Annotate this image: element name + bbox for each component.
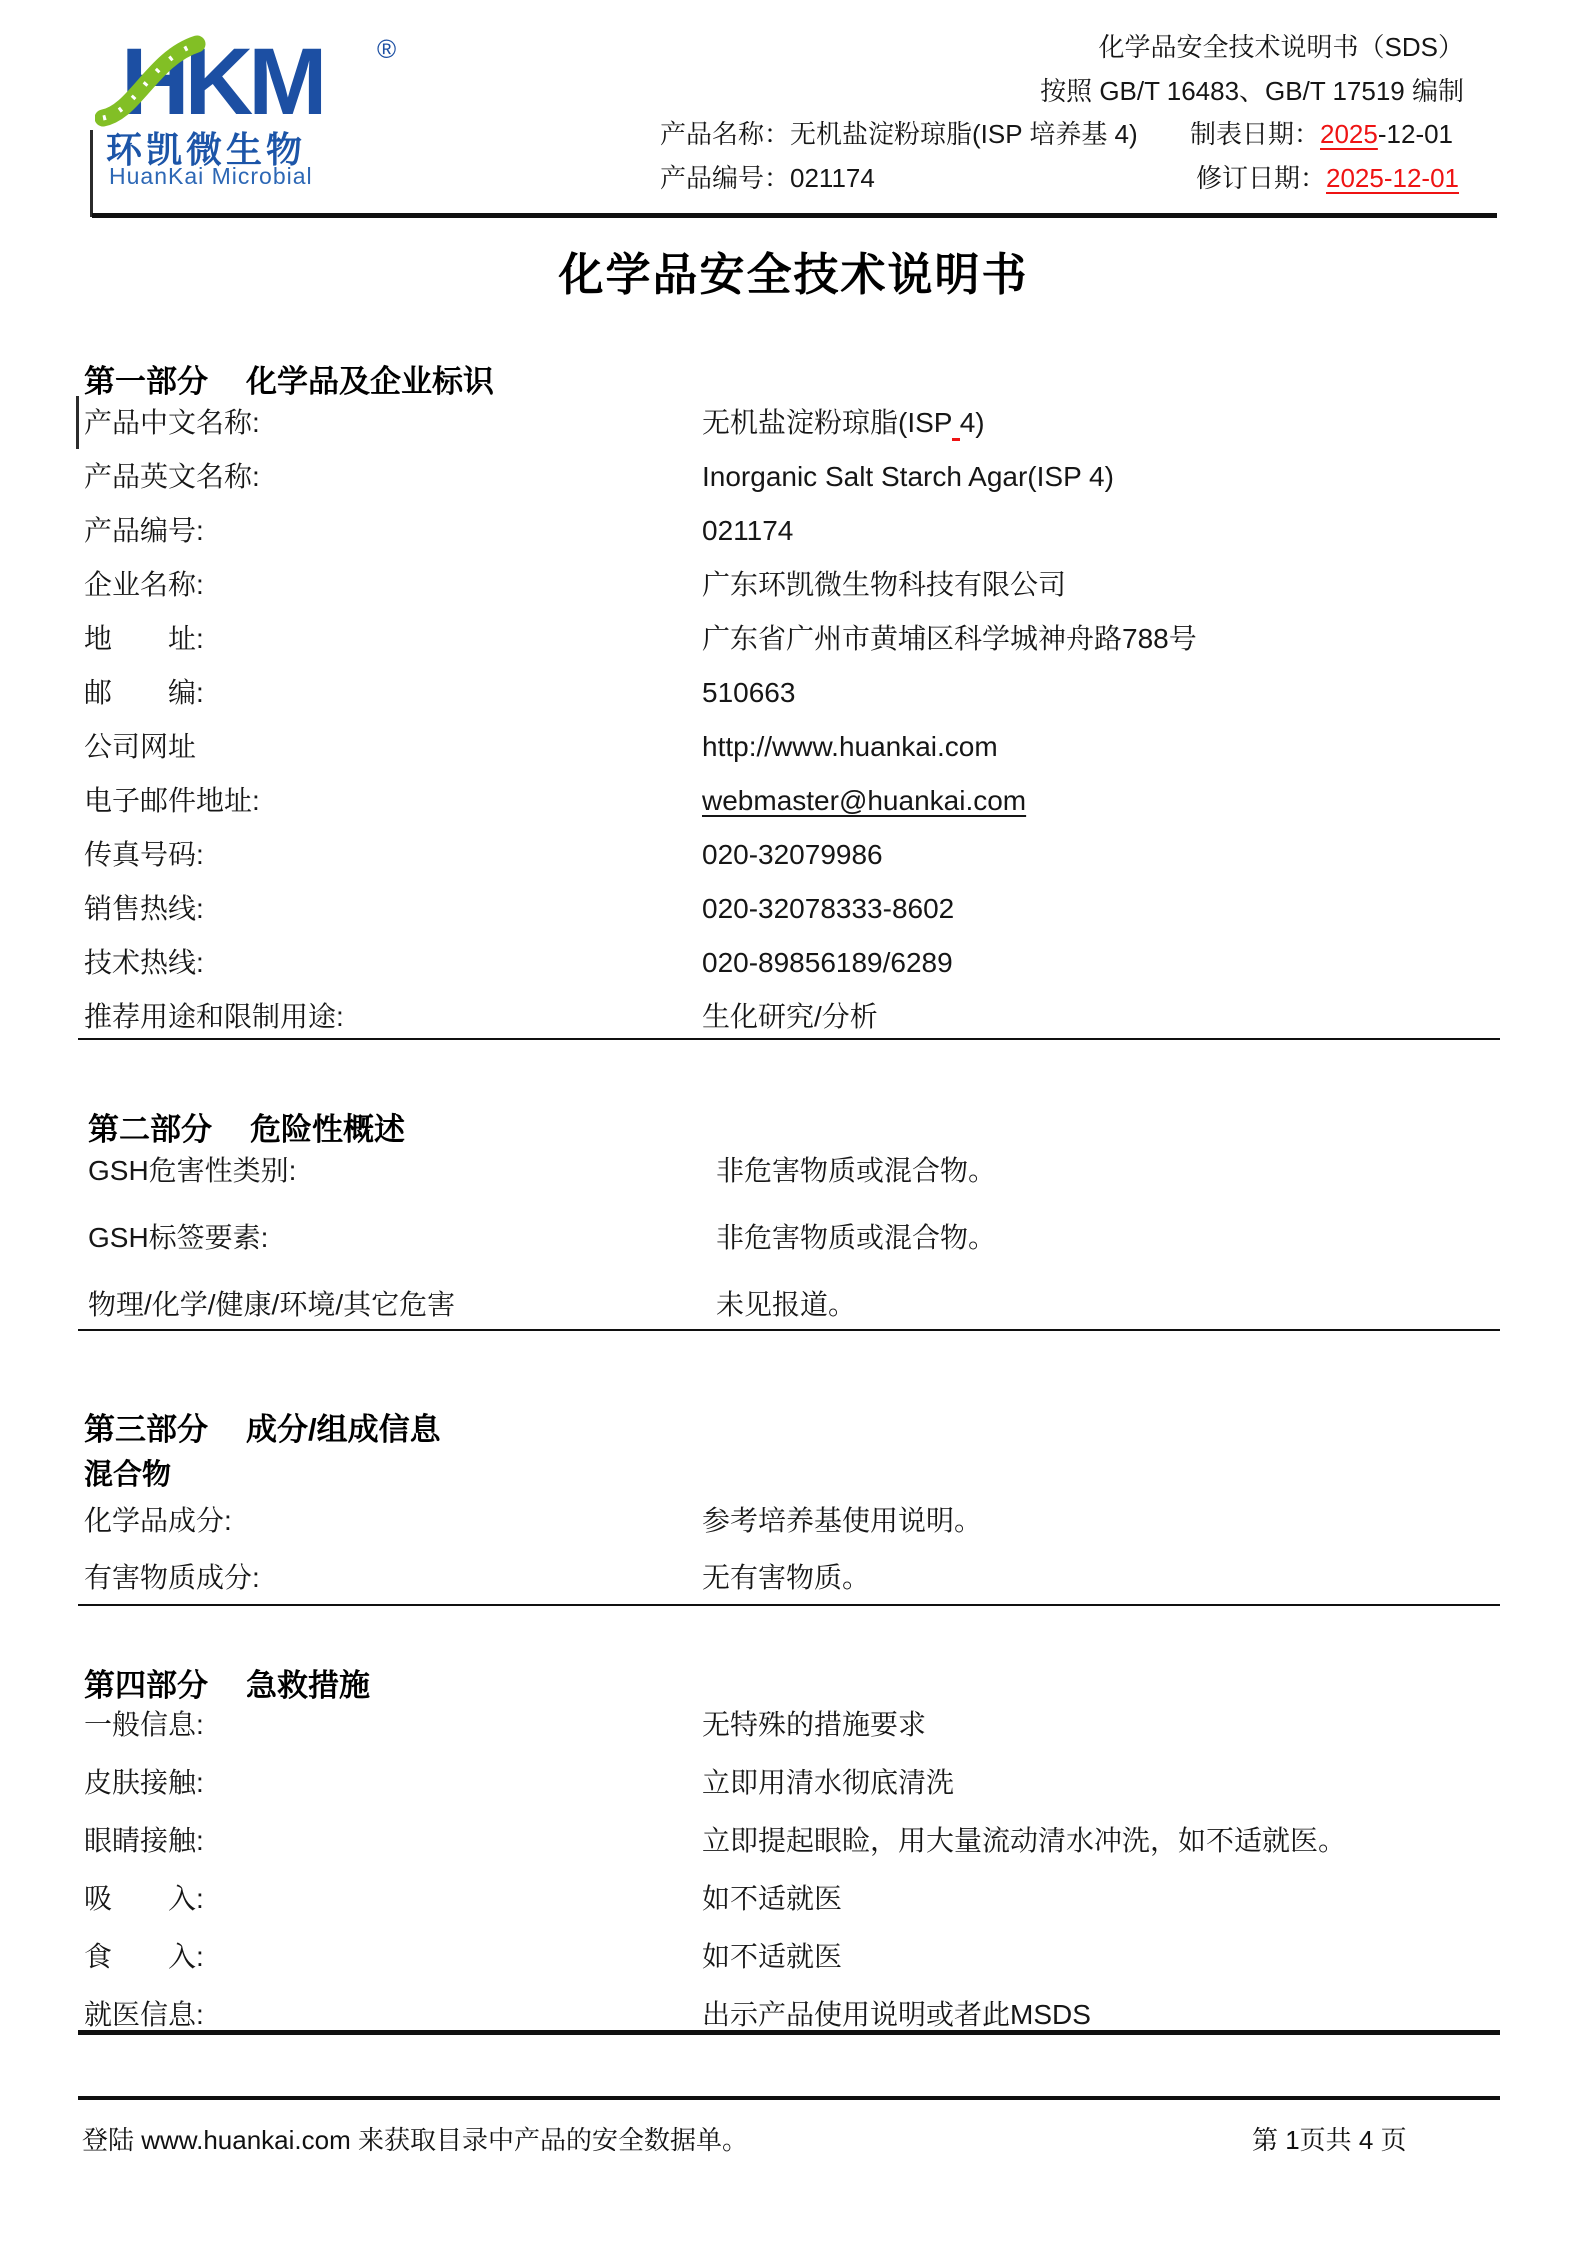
field-value: 020-32079986 [702, 839, 883, 870]
table-row [84, 1708, 1500, 1766]
section2-number: 第二部分 [88, 1112, 212, 1147]
table-row [84, 1766, 1500, 1824]
table-row [84, 730, 1500, 784]
field-value: 生化研究/分析 [702, 1001, 878, 1032]
field-value [702, 406, 985, 440]
create-date-label: 制表日期： [1190, 119, 1321, 149]
section4-rows [84, 1708, 1500, 2056]
section3-rows [84, 1504, 1500, 1618]
section2-name: 危险性概述 [250, 1112, 405, 1147]
logo-english-name: HuanKai Microbial [109, 163, 313, 189]
section4-heading [84, 1660, 370, 1705]
section1-rows [84, 406, 1500, 1054]
footer-note: 登陆 www.huankai.com 来获取目录中产品的安全数据单。 [82, 2125, 748, 2155]
table-row [84, 784, 1500, 838]
field-label: 技术热线: [84, 947, 204, 978]
hkm-logo-graphic [95, 28, 415, 128]
revision-change-bar [76, 396, 79, 449]
table-row [88, 1154, 1504, 1221]
section1-number: 第一部分 [84, 364, 208, 399]
table-row [84, 406, 1500, 460]
field-label: 食 入: [84, 1941, 204, 1972]
field-value: 出示产品使用说明或者此MSDS [702, 1999, 1091, 2030]
page-title: 化学品安全技术说明书 [558, 249, 1029, 300]
field-label: 产品中文名称: [84, 407, 260, 438]
field-label: 产品英文名称: [84, 461, 260, 492]
email-link[interactable]: webmaster@huankai.com [702, 785, 1027, 816]
field-label: 物理/化学/健康/环境/其它危害 [88, 1289, 456, 1320]
field-value: 广东省广州市黄埔区科学城神舟路788号 [702, 623, 1197, 654]
table-row [84, 622, 1500, 676]
product-name-line [660, 117, 1138, 151]
field-label: 传真号码: [84, 839, 204, 870]
field-value: 510663 [702, 677, 796, 708]
field-value: Inorganic Salt Starch Agar(ISP 4) [702, 461, 1114, 492]
revise-date-value: 2025-12-01 [1326, 163, 1460, 193]
section2-rows [88, 1154, 1504, 1355]
doc-type-line: 化学品安全技术说明书（SDS） [1098, 32, 1464, 62]
table-row [88, 1221, 1504, 1288]
field-value: 020-32078333-8602 [702, 893, 955, 924]
field-label: 一般信息: [84, 1709, 204, 1740]
table-row [84, 460, 1500, 514]
field-value: 立即用清水彻底清洗 [702, 1767, 955, 1798]
section1-name: 化学品及企业标识 [246, 364, 494, 399]
company-logo [95, 28, 415, 128]
field-value: 立即提起眼睑，用大量流动清水冲洗，如不适就医。 [702, 1825, 1347, 1856]
revision-mark [952, 407, 960, 441]
field-value: 未见报道。 [716, 1289, 857, 1320]
table-row [84, 838, 1500, 892]
create-date-rest: -12-01 [1377, 119, 1454, 149]
product-code-value: 021174 [790, 163, 875, 193]
field-value: 广东环凯微生物科技有限公司 [702, 569, 1067, 600]
section-divider [78, 1038, 1500, 1040]
section3-subheading: 混合物 [84, 1459, 172, 1491]
product-code-line [660, 161, 875, 195]
field-label: 企业名称: [84, 569, 204, 600]
field-label: 有害物质成分: [84, 1562, 260, 1593]
field-label: 眼睛接触: [84, 1825, 204, 1856]
field-label: 邮 编: [84, 677, 204, 708]
create-date-year: 2025 [1320, 119, 1378, 149]
field-label: 化学品成分: [84, 1505, 232, 1536]
field-label: 地 址: [84, 623, 204, 654]
table-row [84, 676, 1500, 730]
field-label: 就医信息: [84, 1999, 204, 2030]
table-row [84, 514, 1500, 568]
field-value: 非危害物质或混合物。 [716, 1155, 997, 1186]
registered-mark-icon: ® [377, 34, 397, 64]
header-divider [92, 213, 1497, 218]
field-label: 吸 入: [84, 1883, 204, 1914]
revision-change-bar [90, 130, 93, 217]
table-row [84, 1000, 1500, 1054]
field-value: 无特殊的措施要求 [702, 1709, 927, 1740]
field-label: 公司网址 [84, 731, 197, 762]
footer-divider [78, 2096, 1500, 2100]
table-row [84, 1561, 1500, 1618]
field-label: 推荐用途和限制用途: [84, 1001, 344, 1032]
section2-heading [88, 1104, 405, 1149]
table-row [84, 568, 1500, 622]
field-label: 电子邮件地址: [84, 785, 260, 816]
table-row [84, 946, 1500, 1000]
page-number: 第 1页共 4 页 [1252, 2125, 1407, 2155]
website-url: http://www.huankai.com [702, 731, 998, 762]
field-value: 无有害物质。 [702, 1562, 871, 1593]
field-label: GSH标签要素: [88, 1222, 269, 1253]
field-value: 非危害物质或混合物。 [716, 1222, 997, 1253]
value-part: 4) [959, 407, 985, 438]
section-divider-thick [78, 2030, 1500, 2035]
revise-date-label: 修订日期： [1196, 163, 1327, 193]
section4-name: 急救措施 [246, 1668, 370, 1703]
table-row [84, 1882, 1500, 1940]
section3-heading [84, 1404, 441, 1449]
revise-date-line [1196, 161, 1459, 195]
table-row [84, 1940, 1500, 1998]
section-divider [78, 1329, 1500, 1331]
table-row [88, 1288, 1504, 1355]
field-value: 参考培养基使用说明。 [702, 1505, 983, 1536]
value-part: 无机盐淀粉琼脂(ISP [702, 407, 952, 438]
product-name-value: 无机盐淀粉琼脂(ISP 培养基 4) [790, 119, 1138, 149]
table-row [84, 1824, 1500, 1882]
product-code-label: 产品编号： [660, 163, 791, 193]
table-row [84, 1998, 1500, 2056]
logo-brand-text: HKM [121, 29, 323, 128]
field-label: 皮肤接触: [84, 1767, 204, 1798]
logo-chinese-name: 环凯微生物 [106, 129, 307, 170]
field-label: 产品编号: [84, 515, 204, 546]
field-label: 销售热线: [84, 893, 204, 924]
field-value: 021174 [702, 515, 794, 546]
section3-name: 成分/组成信息 [246, 1412, 441, 1447]
product-name-label: 产品名称： [660, 119, 791, 149]
section3-number: 第三部分 [84, 1412, 208, 1447]
section-divider [78, 1604, 1500, 1606]
field-value: 如不适就医 [702, 1941, 843, 1972]
create-date-line [1190, 117, 1453, 151]
table-row [84, 892, 1500, 946]
section4-number: 第四部分 [84, 1668, 208, 1703]
table-row [84, 1504, 1500, 1561]
standard-line: 按照 GB/T 16483、GB/T 17519 编制 [1040, 76, 1464, 106]
field-value: 020-89856189/6289 [702, 947, 953, 978]
field-label: GSH危害性类别: [88, 1155, 297, 1186]
section1-heading [84, 356, 494, 401]
field-value: 如不适就医 [702, 1883, 843, 1914]
